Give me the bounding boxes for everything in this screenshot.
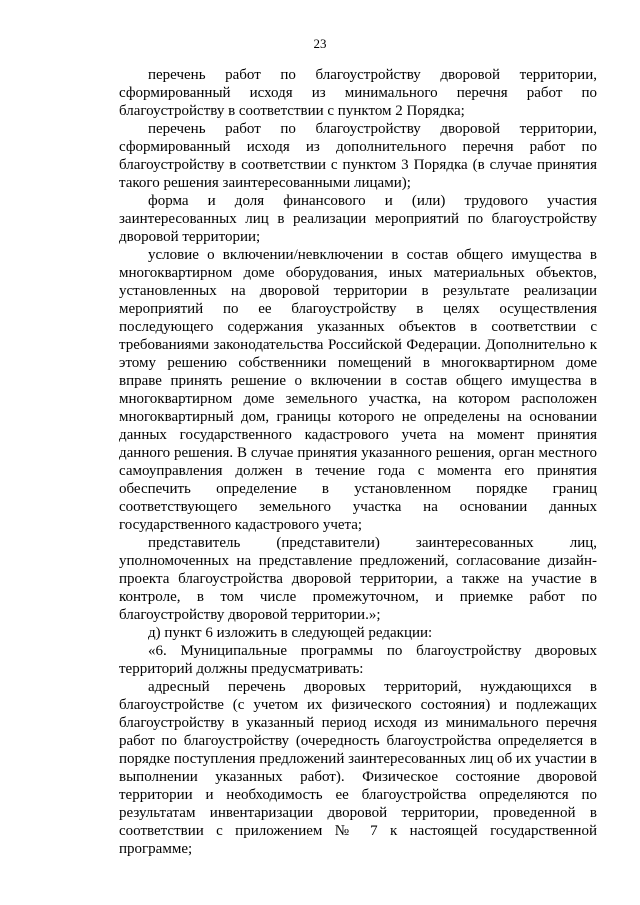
page-number: 23	[313, 36, 327, 51]
paragraph-participation-form: форма и доля финансового и (или) трудового участия заинтересованных лиц в реализации мероприятий по благоустройству дворовой территории;	[119, 193, 597, 245]
paragraph-minimal-works-list: перечень работ по благоустройству дворовой территории, сформированный исходя из минимального перечня работ по благоустройству в соответствии с пунктом 2 Порядка;	[119, 67, 597, 119]
paragraph-representatives: представитель (представители) заинтересованных лиц, уполномоченных на представление предложений, согласование дизайн-проекта благоустройства дворовой территории, а также на участие в контроле, в том числе промежуточном, и приемке работ по благоустройству дворовой территории.»;	[119, 535, 597, 623]
paragraph-municipal-programs: «6. Муниципальные программы по благоустройству дворовых территорий должны предусматривать:	[119, 643, 597, 677]
document-body	[119, 66, 597, 858]
paragraph-additional-works-list: перечень работ по благоустройству дворовой территории, сформированный исходя из дополнительного перечня работ по благоустройству в соответствии с пунктом 3 Порядка (в случае принятия такого решения заинтересованными лицами);	[119, 121, 597, 191]
paragraph-item-d: д) пункт 6 изложить в следующей редакции:	[148, 625, 433, 641]
paragraph-address-list: адресный перечень дворовых территорий, нуждающихся в благоустройстве (с учетом их физического состояния) и подлежащих благоустройству в указанный период исходя из минимального перечня работ по благоустройству (очередность благоустройства определяется в порядке поступления предложений заинтересованных лиц об их участии в выполнении указанных работ). Физическое состояние дворовой территории и необходимость ее благоустройства определяются по результатам инвентаризации дворовой территории, проведенной в соответствии с приложением № 7 к настоящей государственной программе;	[119, 679, 597, 857]
paragraph-common-property-condition: условие о включении/невключении в состав общего имущества в многоквартирном доме оборудования, иных материальных объектов, установленных на дворовой территории в результате реализации мероприятий по ее благоустройству в целях осуществления последующего содержания указанных объектов в соответствии с требованиями законодательства Российской Федерации. Дополнительно к этому решению собственники помещений в многоквартирном доме вправе принять решение о включении в состав общего имущества в многоквартирном доме земельного участка, на котором расположен многоквартирный дом, границы которого не определены на основании данных государственного кадастрового учета на момент принятия данного решения. В случае принятия указанного решения, орган местного самоуправления должен в течение года с момента его принятия обеспечить определение в установленном порядке границ соответствующего земельного участка на основании данных государственного кадастрового учета;	[119, 247, 597, 533]
